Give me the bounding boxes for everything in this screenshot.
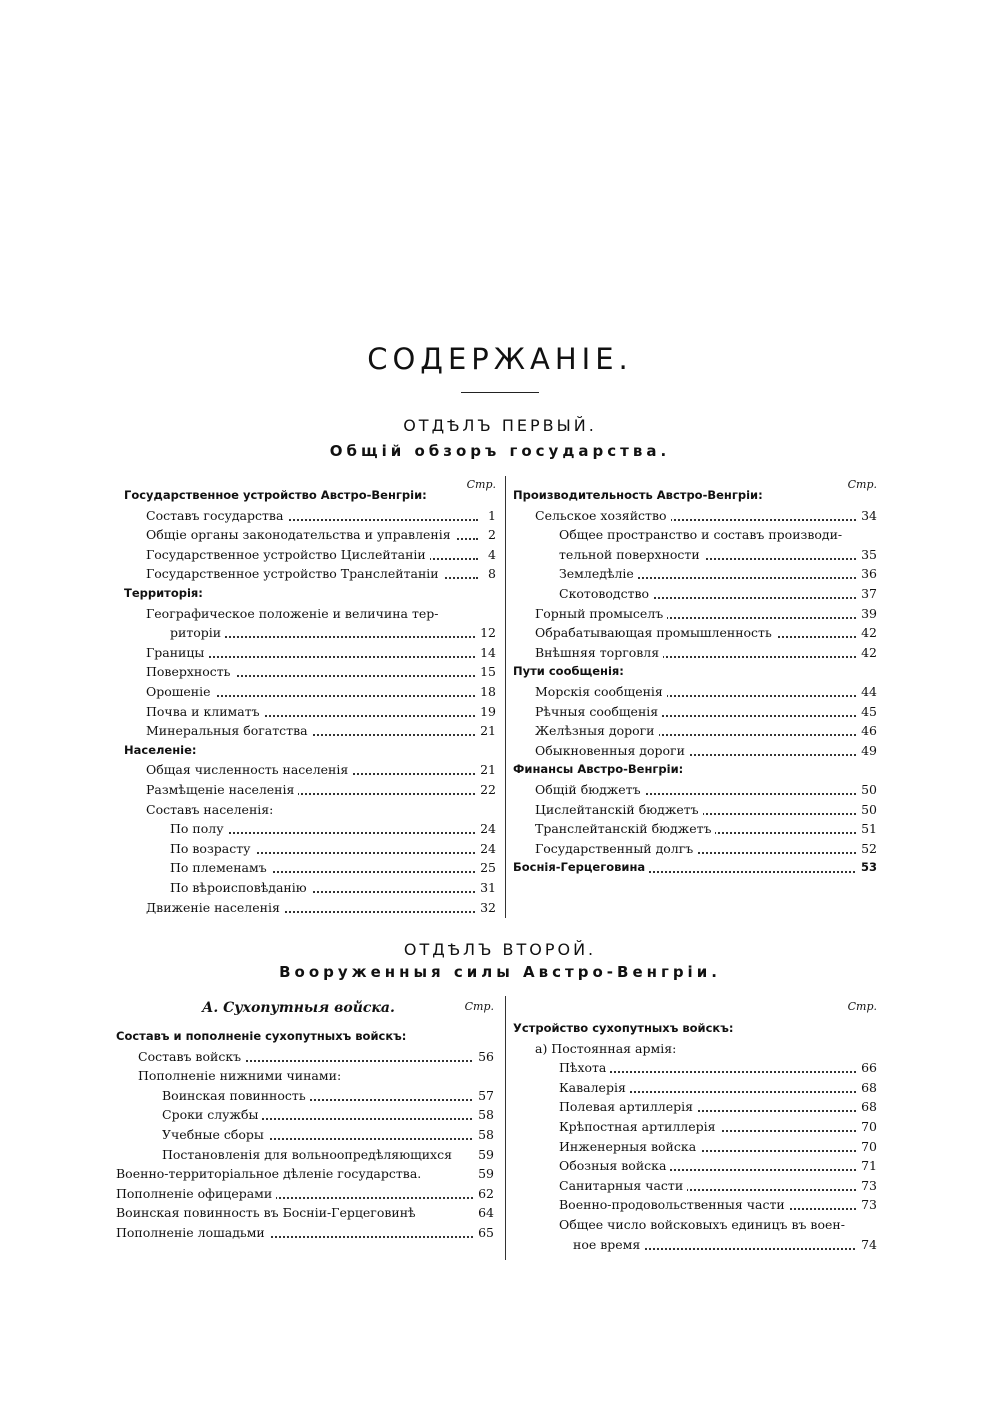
toc-entry bbox=[116, 1184, 494, 1203]
toc-entry-title: Военно-продовольственныя части bbox=[559, 1195, 789, 1214]
toc-entry bbox=[124, 721, 496, 740]
toc-entry bbox=[124, 662, 496, 681]
page-column-label: Стр. bbox=[847, 1000, 877, 1013]
toc-entry bbox=[513, 741, 877, 760]
toc-entry-title: Учебные сборы bbox=[162, 1125, 268, 1144]
toc-entry bbox=[116, 1164, 494, 1183]
toc-entry-page: 62 bbox=[474, 1184, 494, 1203]
toc-entry-title: Составъ и пополненіе сухопутныхъ войскъ: bbox=[116, 1027, 410, 1046]
toc-entry-title: Общее пространство и составъ производи- bbox=[559, 525, 846, 544]
toc-entry-title: Географическое положеніе и величина тер- bbox=[146, 604, 443, 623]
toc-entry-title: Санитарныя части bbox=[559, 1176, 687, 1195]
toc-entry-page: 65 bbox=[474, 1223, 494, 1242]
toc-entry bbox=[124, 878, 496, 897]
toc-entry-page: 58 bbox=[474, 1125, 494, 1144]
toc-entry-page: 50 bbox=[857, 780, 877, 799]
toc-entry bbox=[513, 486, 877, 505]
toc-entry bbox=[124, 858, 496, 877]
toc-entry-title: Крѣпостная артиллерія bbox=[559, 1117, 720, 1136]
toc-entry-page: 21 bbox=[476, 721, 496, 740]
toc-entry-page: 37 bbox=[857, 584, 877, 603]
toc-entry-title: Общіе органы законодательства и управленія bbox=[146, 525, 455, 544]
toc-entry-title: Почва и климатъ bbox=[146, 702, 264, 721]
toc-entry bbox=[513, 623, 877, 642]
toc-entry-page: 64 bbox=[474, 1203, 494, 1222]
toc-entry-page: 8 bbox=[484, 564, 496, 583]
title-rule bbox=[461, 392, 539, 393]
toc-entry-title: Производительность Австро-Венгріи: bbox=[513, 486, 767, 505]
toc-entry-title: Сельское хозяйство bbox=[535, 506, 671, 525]
toc-entry-page: 1 bbox=[484, 506, 496, 525]
toc-entry-title: Сроки службы bbox=[162, 1105, 262, 1124]
toc-entry-page: 24 bbox=[476, 819, 496, 838]
toc-entry-page: 50 bbox=[857, 800, 877, 819]
toc-entry-page: 31 bbox=[476, 878, 496, 897]
toc-entry-page: 42 bbox=[857, 643, 877, 662]
toc-entry-page: 73 bbox=[857, 1195, 877, 1214]
toc-entry-page: 68 bbox=[857, 1097, 877, 1116]
toc-entry bbox=[124, 702, 496, 721]
toc-entry-page: 56 bbox=[474, 1047, 494, 1066]
toc-entry-title: По племенамъ bbox=[170, 858, 271, 877]
toc-entry bbox=[513, 721, 877, 740]
toc-entry bbox=[116, 1145, 494, 1164]
toc-entry bbox=[124, 819, 496, 838]
toc-entry-title: Составъ населенія: bbox=[146, 800, 277, 819]
toc-entry-title: Пополненіе нижними чинами: bbox=[138, 1066, 345, 1085]
toc-entry-page: 71 bbox=[857, 1156, 877, 1175]
toc-entry-page: 45 bbox=[857, 702, 877, 721]
toc-entry bbox=[116, 1125, 494, 1144]
toc-entry bbox=[513, 1215, 877, 1234]
toc-entry-title: Транслейтанскій бюджетъ bbox=[535, 819, 715, 838]
toc-entry bbox=[513, 839, 877, 858]
toc-entry-page: 74 bbox=[857, 1235, 877, 1254]
toc-entry bbox=[513, 506, 877, 525]
toc-entry-page: 46 bbox=[857, 721, 877, 740]
toc-entry-title: Желѣзныя дороги bbox=[535, 721, 659, 740]
toc-entry bbox=[124, 839, 496, 858]
toc-entry-title: Воинская повинность bbox=[162, 1086, 310, 1105]
toc-entry-title: Государственный долгъ bbox=[535, 839, 697, 858]
toc-entry-title: Составъ войскъ bbox=[138, 1047, 245, 1066]
toc-entry-page: 35 bbox=[857, 545, 877, 564]
toc-entry-page: 70 bbox=[857, 1117, 877, 1136]
toc-entry-title: Обрабатывающая промышленность bbox=[535, 623, 776, 642]
toc-entry-page: 18 bbox=[476, 682, 496, 701]
toc-entry-title: Границы bbox=[146, 643, 208, 662]
toc-entry-title: Обыкновенныя дороги bbox=[535, 741, 689, 760]
toc-entry bbox=[513, 545, 877, 564]
toc-entry-page: 25 bbox=[476, 858, 496, 877]
column-divider bbox=[505, 476, 506, 918]
toc-entry-title: Воинская повинность въ Босніи-Герцеговинѣ bbox=[116, 1203, 420, 1222]
toc-entry bbox=[513, 780, 877, 799]
toc-entry-page: 39 bbox=[857, 604, 877, 623]
toc-entry-title: Государственное устройство Австро-Венгріи: bbox=[124, 486, 431, 505]
toc-entry-page: 70 bbox=[857, 1137, 877, 1156]
page-title: СОДЕРЖАНІЕ. bbox=[367, 342, 633, 376]
toc-entry bbox=[513, 1039, 877, 1058]
toc-entry-title: По вѣроисповѣданію bbox=[170, 878, 311, 897]
toc-entry-page: 58 bbox=[474, 1105, 494, 1124]
toc-entry-page: 14 bbox=[476, 643, 496, 662]
toc-entry bbox=[124, 741, 496, 760]
toc-entry bbox=[513, 564, 877, 583]
toc-entry bbox=[513, 819, 877, 838]
toc-entry bbox=[513, 682, 877, 701]
toc-entry bbox=[116, 1203, 494, 1222]
toc-entry-page: 12 bbox=[476, 623, 496, 642]
toc-entry-title: Обозныя войска bbox=[559, 1156, 670, 1175]
toc-entry-title: Пѣхота bbox=[559, 1058, 610, 1077]
toc-entry-page: 24 bbox=[476, 839, 496, 858]
toc-entry bbox=[124, 760, 496, 779]
toc-entry bbox=[116, 1223, 494, 1242]
toc-entry-page: 19 bbox=[476, 702, 496, 721]
toc-entry bbox=[124, 604, 496, 623]
toc-entry-title: Движеніе населенія bbox=[146, 898, 284, 917]
toc-entry bbox=[513, 1176, 877, 1195]
toc-entry-page: 66 bbox=[857, 1058, 877, 1077]
toc-entry-title: Пополненіе лошадьми bbox=[116, 1223, 269, 1242]
toc-entry bbox=[513, 858, 877, 877]
toc-entry-title: а) Постоянная армія: bbox=[535, 1039, 680, 1058]
part1-left-column bbox=[124, 476, 496, 916]
toc-entry-page: 73 bbox=[857, 1176, 877, 1195]
toc-entry-page: 2 bbox=[484, 525, 496, 544]
toc-entry-title: Скотоводство bbox=[559, 584, 653, 603]
toc-entry-page: 36 bbox=[857, 564, 877, 583]
toc-entry-title: Общее число войсковыхъ единицъ въ воен- bbox=[559, 1215, 849, 1234]
toc-entry-title: По полу bbox=[170, 819, 228, 838]
toc-entry-page: 44 bbox=[857, 682, 877, 701]
toc-entry-page: 53 bbox=[857, 858, 877, 877]
toc-entry-page: 34 bbox=[857, 506, 877, 525]
toc-entry-title: Финансы Австро-Венгріи: bbox=[513, 760, 687, 779]
toc-entry-page: 51 bbox=[857, 819, 877, 838]
toc-entry-title: По возрасту bbox=[170, 839, 255, 858]
page-column-label: Стр. bbox=[847, 478, 877, 491]
toc-entry bbox=[124, 545, 496, 564]
toc-entry-title: Орошеніе bbox=[146, 682, 215, 701]
toc-entry-title: Постановленія для вольноопредѣляющихся bbox=[162, 1145, 456, 1164]
toc-entry-title: Устройство сухопутныхъ войскъ: bbox=[513, 1019, 737, 1038]
subsection-heading: А. Сухопутныя войска. bbox=[202, 1000, 395, 1016]
toc-entry-title: Кавалерія bbox=[559, 1078, 630, 1097]
toc-entry bbox=[513, 760, 877, 779]
toc-entry-title: Общая численность населенія bbox=[146, 760, 352, 779]
toc-entry-page: 15 bbox=[476, 662, 496, 681]
toc-entry-page: 21 bbox=[476, 760, 496, 779]
toc-entry-page: 49 bbox=[857, 741, 877, 760]
toc-entry bbox=[513, 643, 877, 662]
part2-right-column bbox=[513, 996, 877, 1256]
part2-subheading: Вооруженныя силы Австро-Венгріи. bbox=[279, 963, 721, 981]
toc-entry bbox=[513, 1097, 877, 1116]
toc-entry-title: Цислейтанскій бюджетъ bbox=[535, 800, 703, 819]
toc-entry-page: 4 bbox=[484, 545, 496, 564]
toc-entry bbox=[124, 623, 496, 642]
toc-entry bbox=[116, 1027, 494, 1046]
toc-entry-title: Минеральныя богатства bbox=[146, 721, 312, 740]
toc-entry-title: Горный промыселъ bbox=[535, 604, 667, 623]
toc-entry bbox=[513, 1019, 877, 1038]
toc-entry-page: 59 bbox=[474, 1164, 494, 1183]
toc-entry-title: Инженерныя войска bbox=[559, 1137, 700, 1156]
toc-entry bbox=[116, 1047, 494, 1066]
toc-entry-page: 59 bbox=[474, 1145, 494, 1164]
toc-entry-title: Военно-территоріальное дѣленіе государства. bbox=[116, 1164, 425, 1183]
toc-entry bbox=[513, 604, 877, 623]
toc-entry-title: Рѣчныя сообщенія bbox=[535, 702, 662, 721]
part2-left-column bbox=[116, 996, 494, 1256]
toc-entry-title: ное время bbox=[573, 1235, 644, 1254]
toc-entry bbox=[116, 1105, 494, 1124]
toc-entry bbox=[124, 584, 496, 603]
toc-entry-title: Населеніе: bbox=[124, 741, 201, 760]
toc-entry-page: 32 bbox=[476, 898, 496, 917]
toc-entry bbox=[124, 564, 496, 583]
toc-entry-title: риторіи bbox=[170, 623, 225, 642]
toc-entry bbox=[513, 1235, 877, 1254]
toc-entry-title: Территорія: bbox=[124, 584, 207, 603]
toc-entry-title: Пути сообщенія: bbox=[513, 662, 628, 681]
toc-entry bbox=[513, 800, 877, 819]
toc-entry-title: Размѣщеніе населенія bbox=[146, 780, 298, 799]
toc-entry bbox=[513, 702, 877, 721]
toc-entry bbox=[124, 643, 496, 662]
toc-entry-page: 22 bbox=[476, 780, 496, 799]
part1-heading: ОТДѢЛЪ ПЕРВЫЙ. bbox=[403, 416, 597, 435]
part1-subheading: Общій обзоръ государства. bbox=[329, 442, 671, 460]
toc-entry bbox=[513, 1078, 877, 1097]
toc-entry-title: тельной поверхности bbox=[559, 545, 704, 564]
toc-entry bbox=[513, 525, 877, 544]
toc-entry bbox=[513, 584, 877, 603]
toc-entry-page: 57 bbox=[474, 1086, 494, 1105]
toc-entry-title: Полевая артиллерія bbox=[559, 1097, 697, 1116]
toc-entry-page: 68 bbox=[857, 1078, 877, 1097]
column-divider bbox=[505, 996, 506, 1260]
toc-entry-title: Составъ государства bbox=[146, 506, 287, 525]
toc-entry-page: 52 bbox=[857, 839, 877, 858]
toc-entry bbox=[513, 1117, 877, 1136]
toc-entry bbox=[124, 486, 496, 505]
toc-entry bbox=[124, 780, 496, 799]
toc-entry-title: Боснія-Герцеговина bbox=[513, 858, 649, 877]
toc-entry bbox=[513, 1195, 877, 1214]
toc-entry-title: Государственное устройство Цислейтаніи bbox=[146, 545, 430, 564]
toc-entry bbox=[513, 1058, 877, 1077]
toc-entry-title: Морскія сообщенія bbox=[535, 682, 667, 701]
toc-entry-title: Общій бюджетъ bbox=[535, 780, 645, 799]
toc-entry bbox=[124, 525, 496, 544]
part2-heading: ОТДѢЛЪ ВТОРОЙ. bbox=[403, 940, 597, 959]
toc-entry-page: 42 bbox=[857, 623, 877, 642]
toc-entry bbox=[513, 1137, 877, 1156]
toc-entry bbox=[124, 682, 496, 701]
toc-entry-title: Внѣшняя торговля bbox=[535, 643, 663, 662]
toc-entry-title: Пополненіе офицерами bbox=[116, 1184, 276, 1203]
toc-entry bbox=[116, 1066, 494, 1085]
toc-entry bbox=[124, 506, 496, 525]
toc-entry bbox=[116, 1086, 494, 1105]
page-column-label: Стр. bbox=[464, 1000, 494, 1013]
toc-entry bbox=[124, 800, 496, 819]
page-column-label: Стр. bbox=[466, 478, 496, 491]
toc-entry-title: Поверхность bbox=[146, 662, 235, 681]
part1-right-column bbox=[513, 476, 877, 896]
toc-entry bbox=[513, 662, 877, 681]
toc-entry-title: Государственное устройство Транслейтаніи bbox=[146, 564, 443, 583]
toc-entry bbox=[124, 898, 496, 917]
toc-entry-title: Земледѣліе bbox=[559, 564, 638, 583]
toc-entry bbox=[513, 1156, 877, 1175]
